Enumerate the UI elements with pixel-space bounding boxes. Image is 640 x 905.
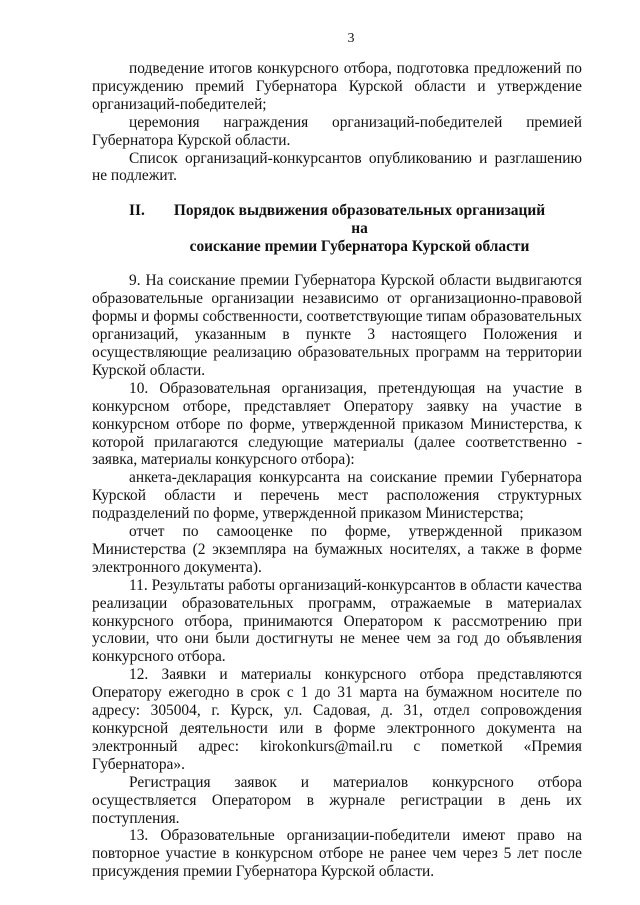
- paragraph: 12. Заявки и материалы конкурсного отбора представляются Оператору ежегодно в срок с 1 до 31 марта на бумажном носителе по адресу: 305004, г. Курск, ул. Садовая, д. 31, отдел сопровождения конкурсной деятельности или в форме электронного документа на электронный адрес: kirokonkurs@mail.ru с пометкой «Премия Губернатора».: [92, 666, 582, 773]
- paragraph: подведение итогов конкурсного отбора, подготовка предложений по присуждению премий Губернатора Курской области и утверждение организаций-победителей;: [92, 60, 582, 113]
- section-number: II.: [129, 202, 145, 220]
- paragraph: отчет по самооценке по форме, утвержденной приказом Министерства (2 экземпляра на бумажных носителях, а также в форме электронного документа).: [92, 523, 582, 576]
- paragraph: Список организаций-конкурсантов опубликованию и разглашению не подлежит.: [92, 149, 582, 185]
- section-title-line: соискание премии Губернатора Курской области: [189, 238, 530, 256]
- paragraph: 9. На соискание премии Губернатора Курской области выдвигаются образовательные организации независимо от организационно-правовой формы и формы собственности, соответствующие типам образовательных организаций, указанным в пункте 3 настоящего Положения и осуществляющие реализацию образовательных программ на территории Курской области.: [92, 272, 582, 379]
- paragraph: анкета-декларация конкурсанта на соискание премии Губернатора Курской области и перечень мест расположения структурных подразделений по форме, утвержденной приказом Министерства;: [92, 469, 582, 523]
- paragraph: 10. Образовательная организация, претендующая на участие в конкурсном отборе, представляет Оператору заявку на участие в конкурсном отборе по форме, утвержденной приказом Министерства, к которой прилагаются следующие материалы (далее соответственно - заявка, материалы конкурсного отбора):: [92, 379, 582, 469]
- section-heading: [92, 202, 582, 256]
- paragraph: церемония награждения организаций-победителей премией Губернатора Курской области.: [92, 113, 582, 149]
- section-title-line: Порядок выдвижения образовательных организаций на: [173, 202, 546, 238]
- paragraph: Регистрация заявок и материалов конкурсного отбора осуществляется Оператором в журнале регистрации в день их поступления.: [92, 773, 582, 827]
- section-title: [167, 202, 582, 256]
- page-number: 3: [347, 31, 355, 46]
- paragraph: 11. Результаты работы организаций-конкурсантов в области качества реализации образовательных программ, отражаемые в материалах конкурсного отбора, принимаются Оператором к рассмотрению при условии, что они были достигнуты не менее чем за год до объявления конкурсного отбора.: [92, 576, 582, 666]
- paragraph: 13. Образовательные организации-победители имеют право на повторное участие в конкурсном отборе не ранее чем через 5 лет после присуждения премии Губернатора Курской области.: [92, 827, 582, 881]
